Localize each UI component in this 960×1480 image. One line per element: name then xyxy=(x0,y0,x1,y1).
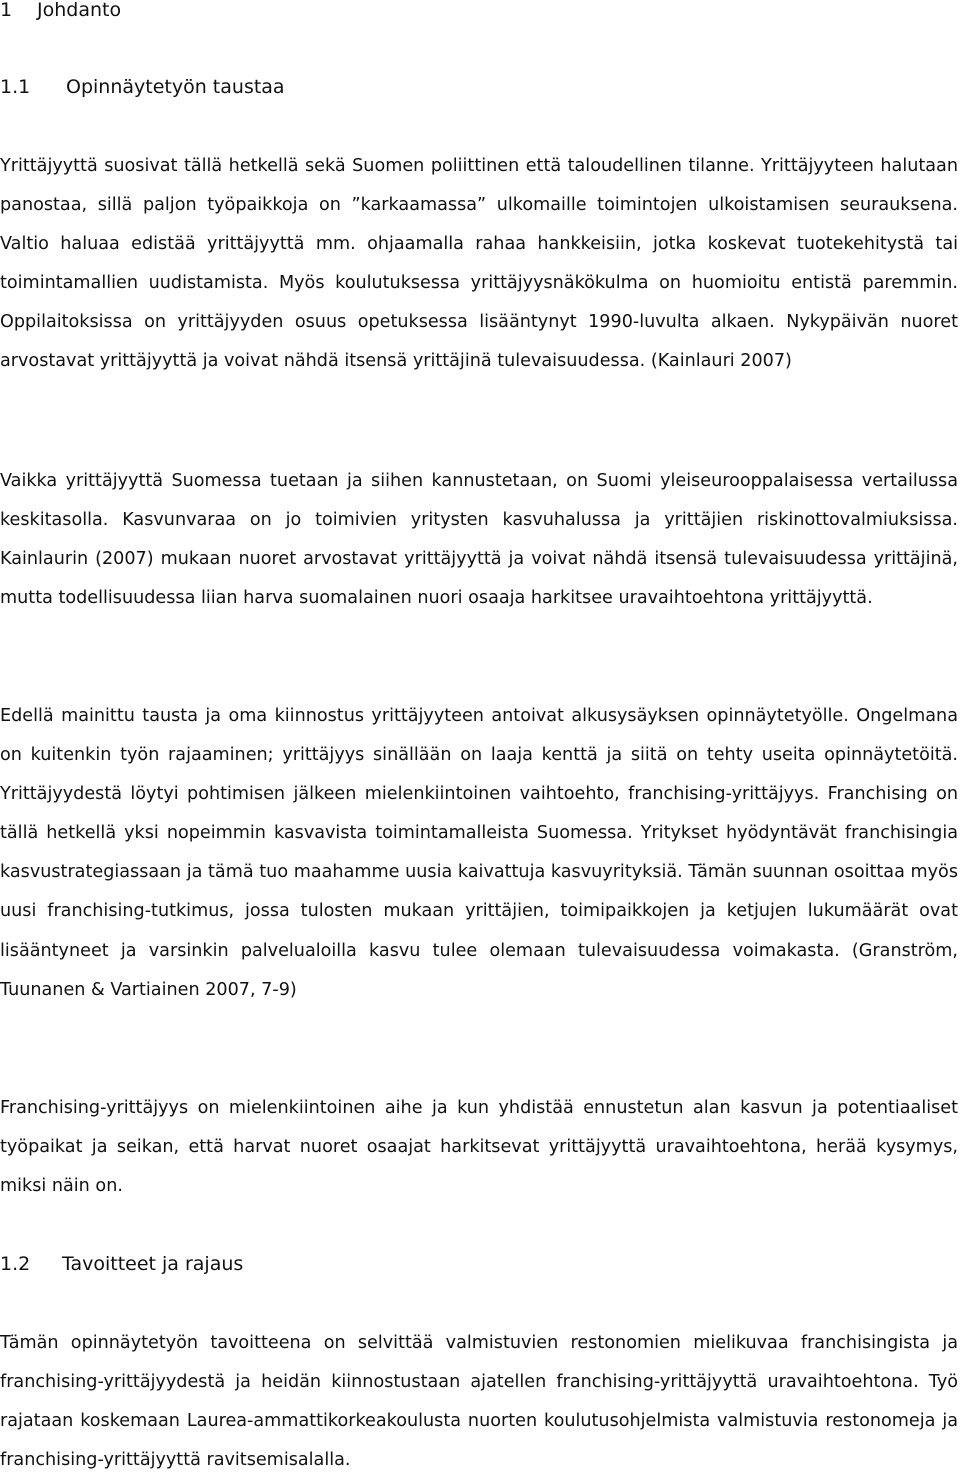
section-heading-1-2 xyxy=(0,1248,243,1280)
section-number: 1.1 xyxy=(0,76,31,98)
paragraph-5: Tämän opinnäytetyön tavoitteena on selvittää valmistuvien restonomien mielikuvaa franchisingista ja franchising-yrittäjyydestä ja heidän kiinnostustaan ajatellen franchising-yrittäjyyttä uravaihtoehtona. Työ rajataan koskemaan Laurea-ammattikorkeakoulusta nuorten koulutusohjelmista valmistuvia restonomeja ja franchising-yrittäjyyttä ravitsemisalalla. xyxy=(0,1333,958,1471)
paragraph-1: Yrittäjyyttä suosivat tällä hetkellä sekä Suomen poliittinen että taloudellinen tilanne. Yrittäjyyteen halutaan panostaa, sillä paljon työpaikkoja on ”karkaamassa” ulkomaille toimintojen ulkoistamisen seurauksena. Valtio haluaa edistää yrittäjyyttä mm. ohjaamalla rahaa hankkeisiin, jotka koskevat tuotekehitystä tai toimintamallien uudistamista. Myös koulutuksessa yrittäjyysnäkökulma on huomioitu entistä paremmin. Oppilaitoksissa on yrittäjyyden osuus opetuksessa lisääntynyt 1990-luvulta alkaen. Nykypäivän nuoret arvostavat yrittäjyyttä ja voivat nähdä itsensä yrittäjinä tulevaisuudessa. (Kainlauri 2007) xyxy=(0,156,958,372)
paragraph-3: Edellä mainittu tausta ja oma kiinnostus yrittäjyyteen antoivat alkusysäyksen opinnäytetyölle. Ongelmana on kuitenkin työn rajaaminen; yrittäjyys sinällään on laaja kenttä ja siitä on tehty useita opinnäytetöitä. Yrittäjyydestä löytyi pohtimisen jälkeen mielenkiintoinen vaihtoehto, franchising-yrittäjyys. Franchising on tällä hetkellä yksi nopeimmin kasvavista toimintamalleista Suomessa. Yritykset hyödyntävät franchisingia kasvustrategiassaan ja tämä tuo maahamme uusia kaivattuja kasvuyrityksiä. Tämän suunnan osoittaa myös uusi franchising-tutkimus, jossa tulosten mukaan yrittäjien, toimipaikkojen ja ketjujen lukumäärät ovat lisääntyneet ja varsinkin palvelualoilla kasvu tulee olemaan tulevaisuudessa voimakasta. (Granström, Tuunanen & Vartiainen 2007, 7-9) xyxy=(0,706,958,1000)
chapter-title: Johdanto xyxy=(37,0,122,21)
paragraph-4: Franchising-yrittäjyys on mielenkiintoinen aihe ja kun yhdistää ennustetun alan kasvun ja potentiaaliset työpaikat ja seikan, että harvat nuoret osaajat harkitsevat yrittäjyyttä uravaihtoehtona, herää kysymys, miksi näin on. xyxy=(0,1098,958,1197)
section-title: Opinnäytetyön taustaa xyxy=(66,76,285,98)
section-number: 1.2 xyxy=(0,1253,31,1275)
chapter-number: 1 xyxy=(0,0,13,21)
section-heading-1-1 xyxy=(0,71,285,103)
section-title: Tavoitteet ja rajaus xyxy=(62,1253,244,1275)
paragraph-2: Vaikka yrittäjyyttä Suomessa tuetaan ja siihen kannustetaan, on Suomi yleiseurooppalaisessa vertailussa keskitasolla. Kasvunvaraa on jo toimivien yritysten kasvuhalussa ja yrittäjien riskinottovalmiuksissa. Kainlaurin (2007) mukaan nuoret arvostavat yrittäjyyttä ja voivat nähdä itsensä tulevaisuudessa yrittäjinä, mutta todellisuudessa liian harva suomalainen nuori osaaja harkitsee uravaihtoehtona yrittäjyyttä. xyxy=(0,471,958,609)
chapter-heading xyxy=(0,0,121,26)
